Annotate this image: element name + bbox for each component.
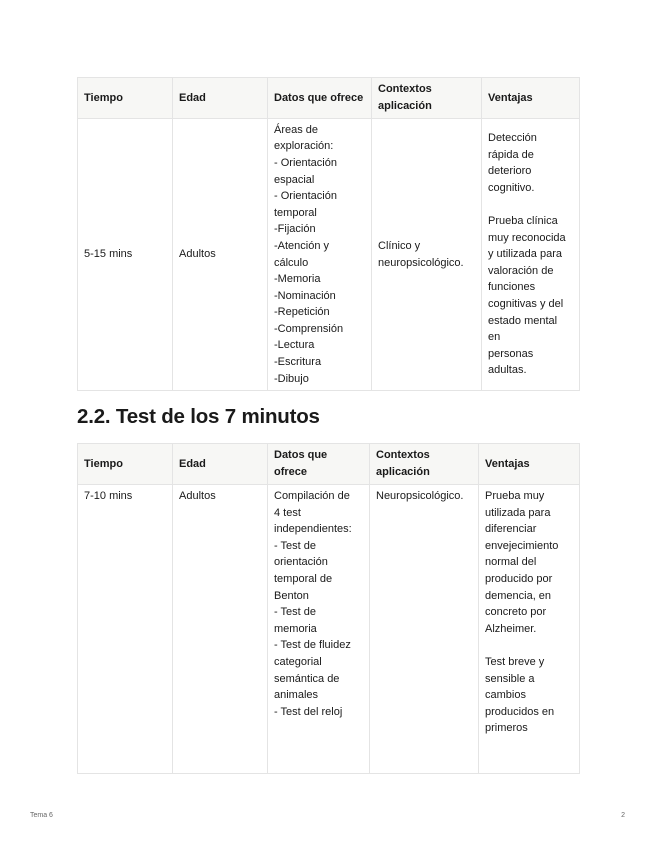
ventajas-paragraph-1: Prueba muy utilizada para diferenciar envejecimiento normal del producido por demencia, en concreto por Alzheimer. xyxy=(485,490,559,635)
header-tiempo: Tiempo xyxy=(78,444,173,485)
cell-ventajas xyxy=(479,485,580,774)
ventajas-paragraph-2: Test breve y sensible a cambios producidos en primeros xyxy=(485,655,555,735)
table-row xyxy=(78,119,580,391)
ventajas-paragraph-2: Prueba clínica muy reconocida y utilizada para valoración de funciones cognitivas y del estado mental en personas adultas. xyxy=(488,215,566,377)
cell-datos: Compilación de 4 test independientes: - Test de orientación temporal de Benton - Test de memoria - Test de fluidez categorial semántica de animales - Test del reloj xyxy=(268,485,370,774)
cell-edad: Adultos xyxy=(173,119,268,391)
cell-tiempo: 5-15 mins xyxy=(78,119,173,391)
table-mmse xyxy=(77,77,580,391)
table-header-row xyxy=(78,78,580,119)
header-ventajas: Ventajas xyxy=(482,78,580,119)
cell-tiempo: 7-10 mins xyxy=(78,485,173,774)
footer-page-number: 2 xyxy=(621,812,625,819)
header-ventajas: Ventajas xyxy=(479,444,580,485)
header-datos: Datos que ofrece xyxy=(268,444,370,485)
header-edad: Edad xyxy=(173,444,268,485)
cell-datos: Áreas de exploración: - Orientación espacial - Orientación temporal -Fijación -Atención y cálculo -Memoria -Nominación -Repetición -Comprensión -Lectura -Escritura -Dibujo xyxy=(268,119,372,391)
footer-chapter: Tema 6 xyxy=(30,812,53,819)
header-edad: Edad xyxy=(173,78,268,119)
cell-edad: Adultos xyxy=(173,485,268,774)
header-datos: Datos que ofrece xyxy=(268,78,372,119)
header-tiempo: Tiempo xyxy=(78,78,173,119)
section-heading: 2.2. Test de los 7 minutos xyxy=(77,405,320,428)
table-7-minutos xyxy=(77,443,580,774)
ventajas-paragraph-1: Detección rápida de deterioro cognitivo. xyxy=(488,132,537,194)
cell-ventajas xyxy=(482,119,580,391)
header-contextos: Contextos aplicación xyxy=(370,444,479,485)
table-row xyxy=(78,485,580,774)
table-header-row xyxy=(78,444,580,485)
cell-contextos: Clínico y neuropsicológico. xyxy=(372,119,482,391)
header-contextos: Contextos aplicación xyxy=(372,78,482,119)
cell-contextos: Neuropsicológico. xyxy=(370,485,479,774)
